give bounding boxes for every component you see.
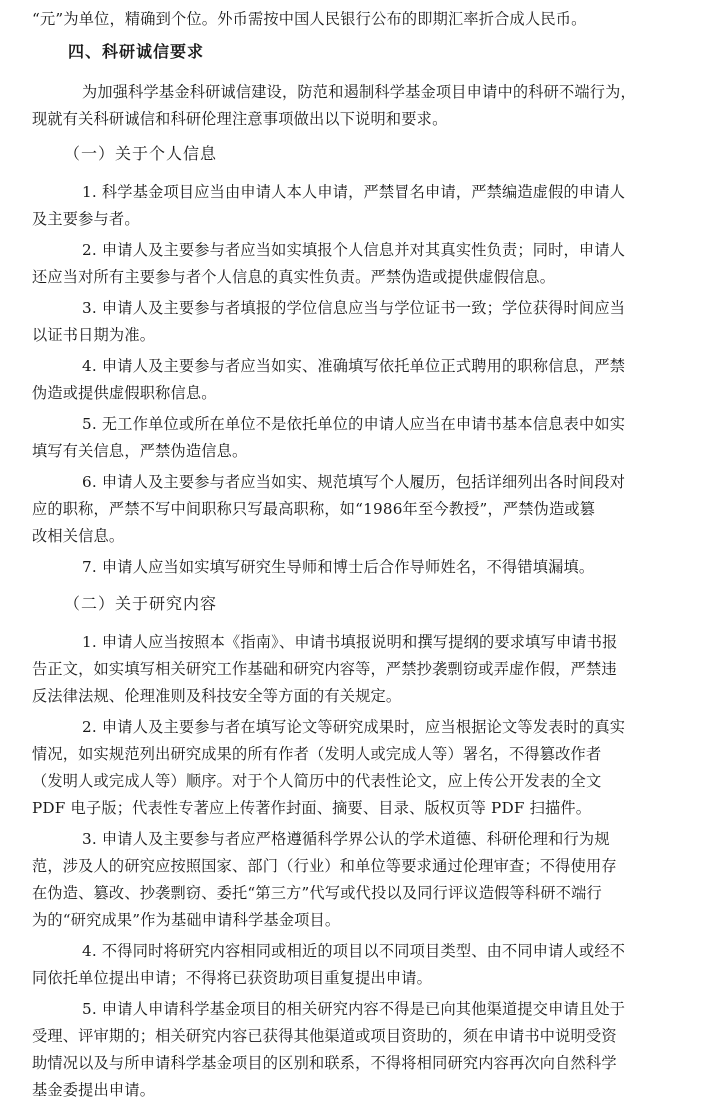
list-item	[32, 938, 692, 992]
list-item-line: 还应当对所有主要参与者个人信息的真实性负责。严禁伪造或提供虚假信息。	[32, 268, 556, 286]
list-item-line: 范，涉及人的研究应按照国家、部门（行业）和单位等要求通过伦理审查；不得使用存	[32, 857, 617, 875]
list-item-line: 填写有关信息，严禁伪造信息。	[32, 442, 248, 460]
list-item-line: 1. 申请人应当按照本《指南》、申请书填报说明和撰写提纲的要求填写申请书报	[82, 633, 618, 651]
list-item-line: 伪造或提供虚假职称信息。	[32, 384, 217, 402]
list-item-line: 受理、评审期的；相关研究内容已获得其他渠道或项目资助的，须在申请书中说明受资	[32, 1027, 617, 1045]
list-item-line: 助情况以及与所申请科学基金项目的区别和联系，不得将相同研究内容再次向自然科学	[32, 1054, 617, 1072]
list-item	[52, 554, 692, 581]
list-item-line: 4. 不得同时将研究内容相同或相近的项目以不同项目类型、由不同申请人或经不	[82, 942, 626, 960]
list-item	[32, 714, 692, 822]
list-item-line: 2. 申请人及主要参与者在填写论文等研究成果时，应当根据论文等发表时的真实	[82, 718, 626, 736]
list-item	[32, 179, 692, 233]
list-item-line: 情况，如实规范列出研究成果的所有作者（发明人或完成人等）署名，不得篡改作者	[32, 745, 602, 763]
list-item	[32, 629, 692, 710]
list-item-line: （发明人或完成人等）顺序。对于个人简历中的代表性论文，应上传公开发表的全文	[32, 772, 602, 790]
preamble-line: 现就有关科研诚信和科研伦理注意事项做出以下说明和要求。	[32, 110, 448, 128]
list-item-line: 应的职称，严禁不写中间职称只写最高职称，如“1986年至今教授”，严禁伪造或篡	[32, 500, 596, 518]
list-item	[32, 237, 692, 291]
list-item	[32, 353, 692, 407]
list-item-line: 改相关信息。	[32, 527, 125, 545]
list-item-line: 7. 申请人应当如实填写研究生导师和博士后合作导师姓名，不得错填漏填。	[82, 558, 595, 576]
list-item-line: 以证书日期为准。	[32, 326, 156, 344]
list-item	[32, 295, 692, 349]
list-item-line: 为的“研究成果”作为基础申请科学基金项目。	[32, 911, 341, 929]
list-item-line: 1. 科学基金项目应当由申请人本人申请，严禁冒名申请，严禁编造虚假的申请人	[82, 183, 626, 201]
list-item-line: 5. 申请人申请科学基金项目的相关研究内容不得是已向其他渠道提交申请且处于	[82, 1000, 626, 1018]
list-item-line: PDF 电子版；代表性专著应上传著作封面、摘要、目录、版权页等 PDF 扫描件。	[32, 799, 592, 817]
list-item-line: 告正文，如实填写相关研究工作基础和研究内容等，严禁抄袭剽窃或弄虚作假，严禁违	[32, 660, 617, 678]
intro-line: “元”为单位，精确到个位。外币需按中国人民银行公布的即期汇率折合成人民币。	[32, 10, 587, 28]
list-item-line: 3. 申请人及主要参与者应严格遵循科学界公认的学术道德、科研伦理和行为规	[82, 830, 610, 848]
list-item-line: 2. 申请人及主要参与者应当如实填报个人信息并对其真实性负责；同时，申请人	[82, 241, 626, 259]
list-item	[32, 826, 692, 934]
list-item-line: 4. 申请人及主要参与者应当如实、准确填写依托单位正式聘用的职称信息，严禁	[82, 357, 626, 375]
personal-info-list	[32, 179, 692, 581]
list-item	[32, 411, 692, 465]
list-item	[32, 469, 692, 550]
list-item-line: 6. 申请人及主要参与者应当如实、规范填写个人履历，包括详细列出各时间段对	[82, 473, 626, 491]
list-item-line: 同依托单位提出申请；不得将已获资助项目重复提出申请。	[32, 969, 433, 987]
list-item	[32, 996, 692, 1104]
subsection-title-research-content: （二）关于研究内容	[64, 594, 218, 613]
list-item-line: 反法律法规、伦理准则及科技安全等方面的有关规定。	[32, 687, 402, 705]
section-title: 四、科研诚信要求	[68, 42, 205, 61]
list-item-line: 基金委提出申请。	[32, 1081, 156, 1099]
subsection-title-personal-info: （一）关于个人信息	[64, 144, 218, 163]
research-content-list	[32, 629, 692, 1104]
preamble	[32, 79, 692, 133]
list-item-line: 在伪造、篡改、抄袭剽窃、委托“第三方”代写或代投以及同行评议造假等科研不端行	[32, 884, 602, 902]
preamble-line: 为加强科学基金科研诚信建设，防范和遏制科学基金项目申请中的科研不端行为，	[82, 83, 636, 101]
list-item-line: 及主要参与者。	[32, 210, 140, 228]
list-item-line: 5. 无工作单位或所在单位不是依托单位的申请人应当在申请书基本信息表中如实	[82, 415, 626, 433]
list-item-line: 3. 申请人及主要参与者填报的学位信息应当与学位证书一致；学位获得时间应当	[82, 299, 626, 317]
